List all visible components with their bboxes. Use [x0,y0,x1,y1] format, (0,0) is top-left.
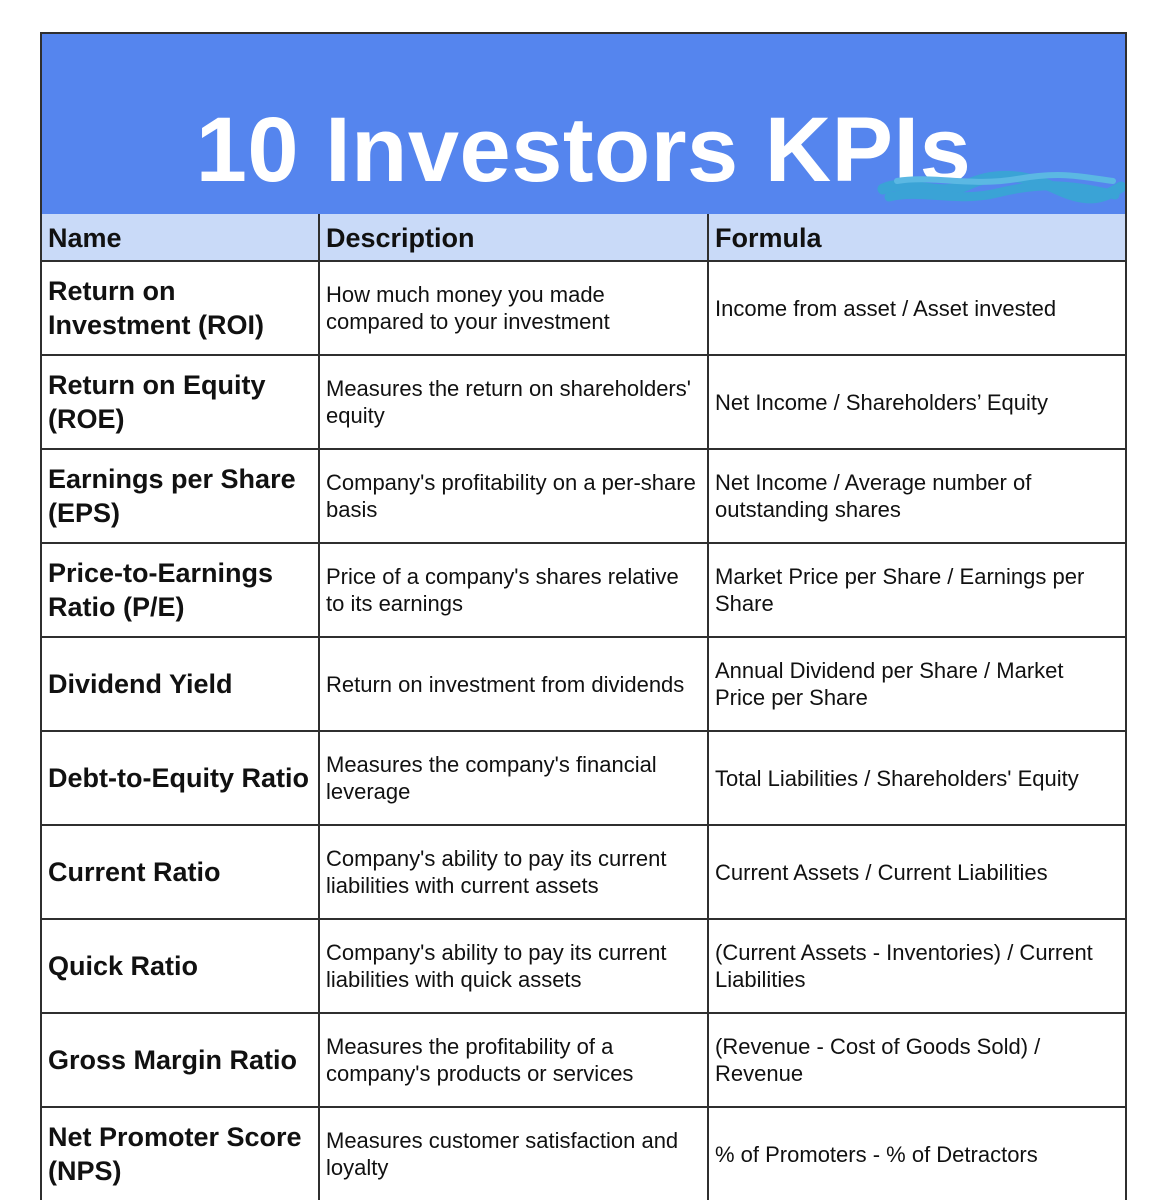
kpi-description: Measures the return on shareholders' equity [319,355,708,449]
title-banner [42,34,1125,214]
kpi-description: Company's ability to pay its current liabilities with current assets [319,825,708,919]
kpi-name: Debt-to-Equity Ratio [42,731,319,825]
kpi-description: Price of a company's shares relative to its earnings [319,543,708,637]
table-row [42,1107,1125,1200]
kpi-name: Earnings per Share (EPS) [42,449,319,543]
kpi-description: Return on investment from dividends [319,637,708,731]
kpi-name: Dividend Yield [42,637,319,731]
kpi-formula: (Current Assets - Inventories) / Current Liabilities [708,919,1125,1013]
table-row [42,919,1125,1013]
column-header-description: Description [319,214,708,261]
kpi-description: Measures customer satisfaction and loyalty [319,1107,708,1200]
table-row [42,449,1125,543]
kpi-formula: Net Income / Shareholders’ Equity [708,355,1125,449]
kpi-formula: Annual Dividend per Share / Market Price per Share [708,637,1125,731]
kpi-formula: Income from asset / Asset invested [708,261,1125,355]
page-title: 10 Investors KPIs [195,99,972,201]
table-row [42,543,1125,637]
kpi-description: Measures the company's financial leverage [319,731,708,825]
kpi-description: Measures the profitability of a company's products or services [319,1013,708,1107]
column-header-name: Name [42,214,319,261]
table-row [42,637,1125,731]
kpi-name: Gross Margin Ratio [42,1013,319,1107]
kpi-formula: % of Promoters - % of Detractors [708,1107,1125,1200]
table-header-row [42,214,1125,261]
kpi-name: Net Promoter Score (NPS) [42,1107,319,1200]
table-row [42,1013,1125,1107]
kpi-name: Quick Ratio [42,919,319,1013]
kpi-formula: Current Assets / Current Liabilities [708,825,1125,919]
kpi-description: How much money you made compared to your investment [319,261,708,355]
kpi-formula: Total Liabilities / Shareholders' Equity [708,731,1125,825]
kpi-table [42,214,1125,1200]
redaction-scribble [877,169,1125,209]
kpi-description: Company's ability to pay its current liabilities with quick assets [319,919,708,1013]
table-row [42,731,1125,825]
kpi-sheet [40,32,1127,1200]
kpi-formula: Net Income / Average number of outstanding shares [708,449,1125,543]
kpi-name: Current Ratio [42,825,319,919]
table-row [42,825,1125,919]
kpi-formula: Market Price per Share / Earnings per Share [708,543,1125,637]
kpi-name: Price-to-Earnings Ratio (P/E) [42,543,319,637]
column-header-formula: Formula [708,214,1125,261]
kpi-formula: (Revenue - Cost of Goods Sold) / Revenue [708,1013,1125,1107]
kpi-name: Return on Investment (ROI) [42,261,319,355]
kpi-description: Company's profitability on a per-share basis [319,449,708,543]
kpi-name: Return on Equity (ROE) [42,355,319,449]
table-row [42,261,1125,355]
table-row [42,355,1125,449]
